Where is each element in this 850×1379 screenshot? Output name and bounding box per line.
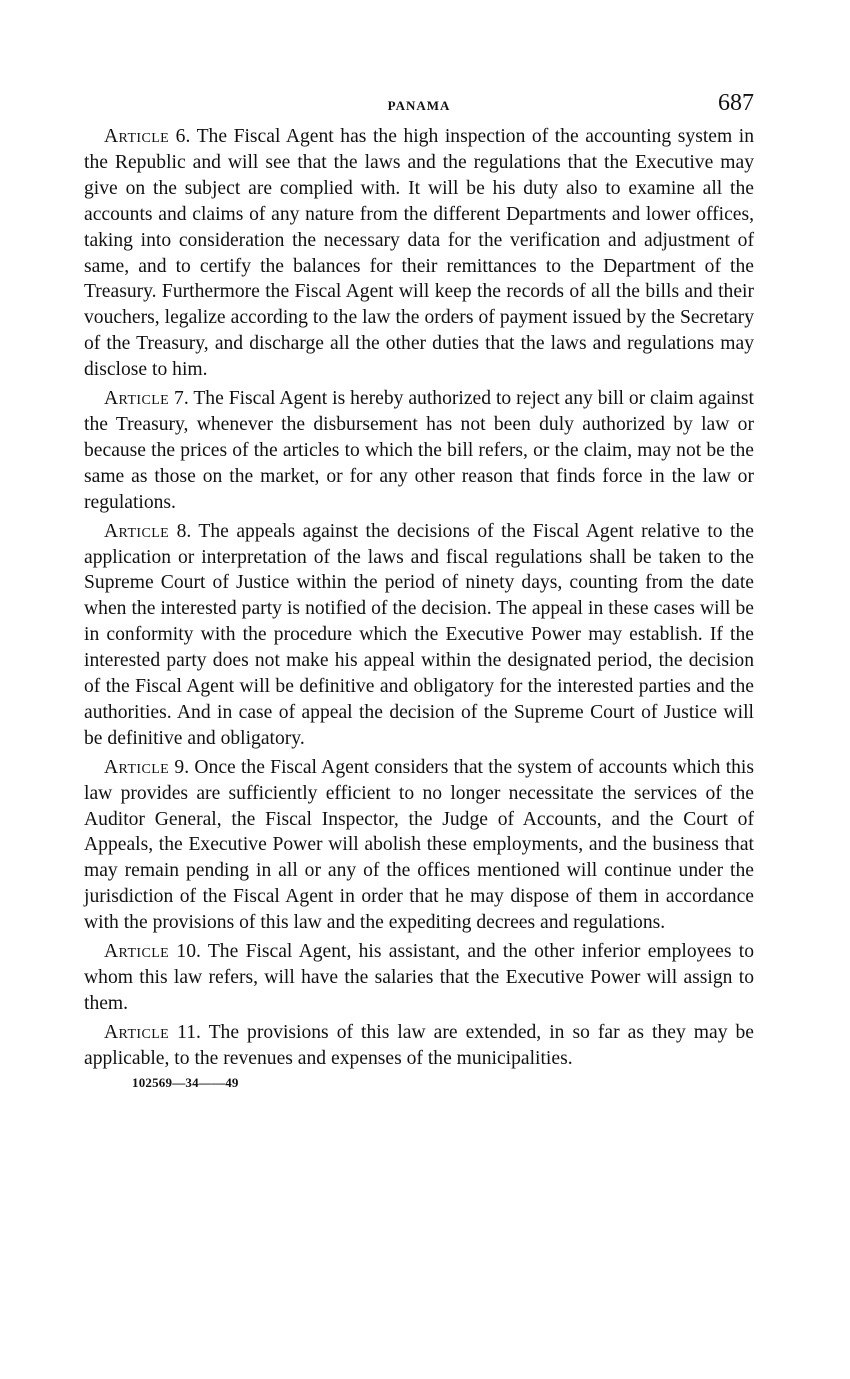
article-label: Article [104,388,170,410]
article-number: 9. [174,756,190,778]
article-label: Article [104,941,170,963]
document-body [84,124,754,1072]
article-10 [84,939,754,1017]
article-label: Article [104,520,170,542]
article-text: The Fiscal Agent, his assistant, and the other inferior employees to whom this law refers, will have the salaries that the Executive Power will assign to them. [84,941,754,1014]
article-number: 11. [177,1021,201,1043]
article-text: The provisions of this law are extended, in so far as they may be applicable, to the revenues and expenses of the municipalities. [84,1021,754,1069]
article-label: Article [104,756,170,778]
article-text: The appeals against the decisions of the Fiscal Agent relative to the application or interpretation of the laws and fiscal regulations shall be taken to the Supreme Court of Justice within the period of ninety days, counting from the date when the interested party is notified of the decision. The appeal in these cases will be in conformity with the procedure which the Executive Power may establish. If the interested party does not make his appeal within the designated period, the decision of the Fiscal Agent will be definitive and obligatory for the interested parties and the authorities. And in case of appeal the decision of the Supreme Court of Justice will be definitive and obligatory. [84,520,754,749]
article-number: 10. [176,941,201,963]
article-text: The Fiscal Agent is hereby authorized to reject any bill or claim against the Treasury, whenever the disbursement has not been duly authorized by law or because the prices of the articles to which the bill refers, or the claim, may not be the same as those on the market, or for any other reason that finds force in the law or regulations. [84,388,755,513]
print-code: 102569—34——49 [132,1074,239,1090]
page-number: 687 [718,90,754,116]
article-11 [84,1020,754,1072]
article-7 [84,386,754,516]
article-6 [84,124,754,383]
running-title: PANAMA [387,98,451,113]
article-number: 6. [175,126,191,147]
article-8 [84,519,754,752]
article-text: The Fiscal Agent has the high inspection of the accounting system in the Republic and will see that the laws and the regulations that the Executive may give on the subject are complied with. It will be his duty also to examine all the accounts and claims of any nature from the different Departments and lower offices, taking into consideration the necessary data for the verification and adjustment of same, and to certify the balances for their remittances to the Department of the Treasury. Furthermore the Fiscal Agent will keep the records of all the bills and their vouchers, legalize according to the law the orders of payment issued by the Secretary of the Treasury, and discharge all the other duties that the laws and regulations may disclose to him. [84,126,754,381]
article-9 [84,755,754,936]
running-head [84,88,754,124]
article-number: 8. [176,520,192,542]
article-number: 7. [174,388,189,410]
article-label: Article [104,126,170,147]
article-label: Article [104,1021,170,1043]
document-page [84,88,754,1091]
article-text: Once the Fiscal Agent considers that the system of accounts which this law provides are sufficiently efficient to no longer necessitate the services of the Auditor General, the Fiscal Inspector, the Judge of Accounts, and the Court of Appeals, the Executive Power will abolish these employments, and the business that may remain pending in all or any of the offices mentioned will continue under the jurisdiction of the Fiscal Agent in order that he may dispose of them in accordance with the provisions of this law and the expediting decrees and regulations. [84,756,755,934]
